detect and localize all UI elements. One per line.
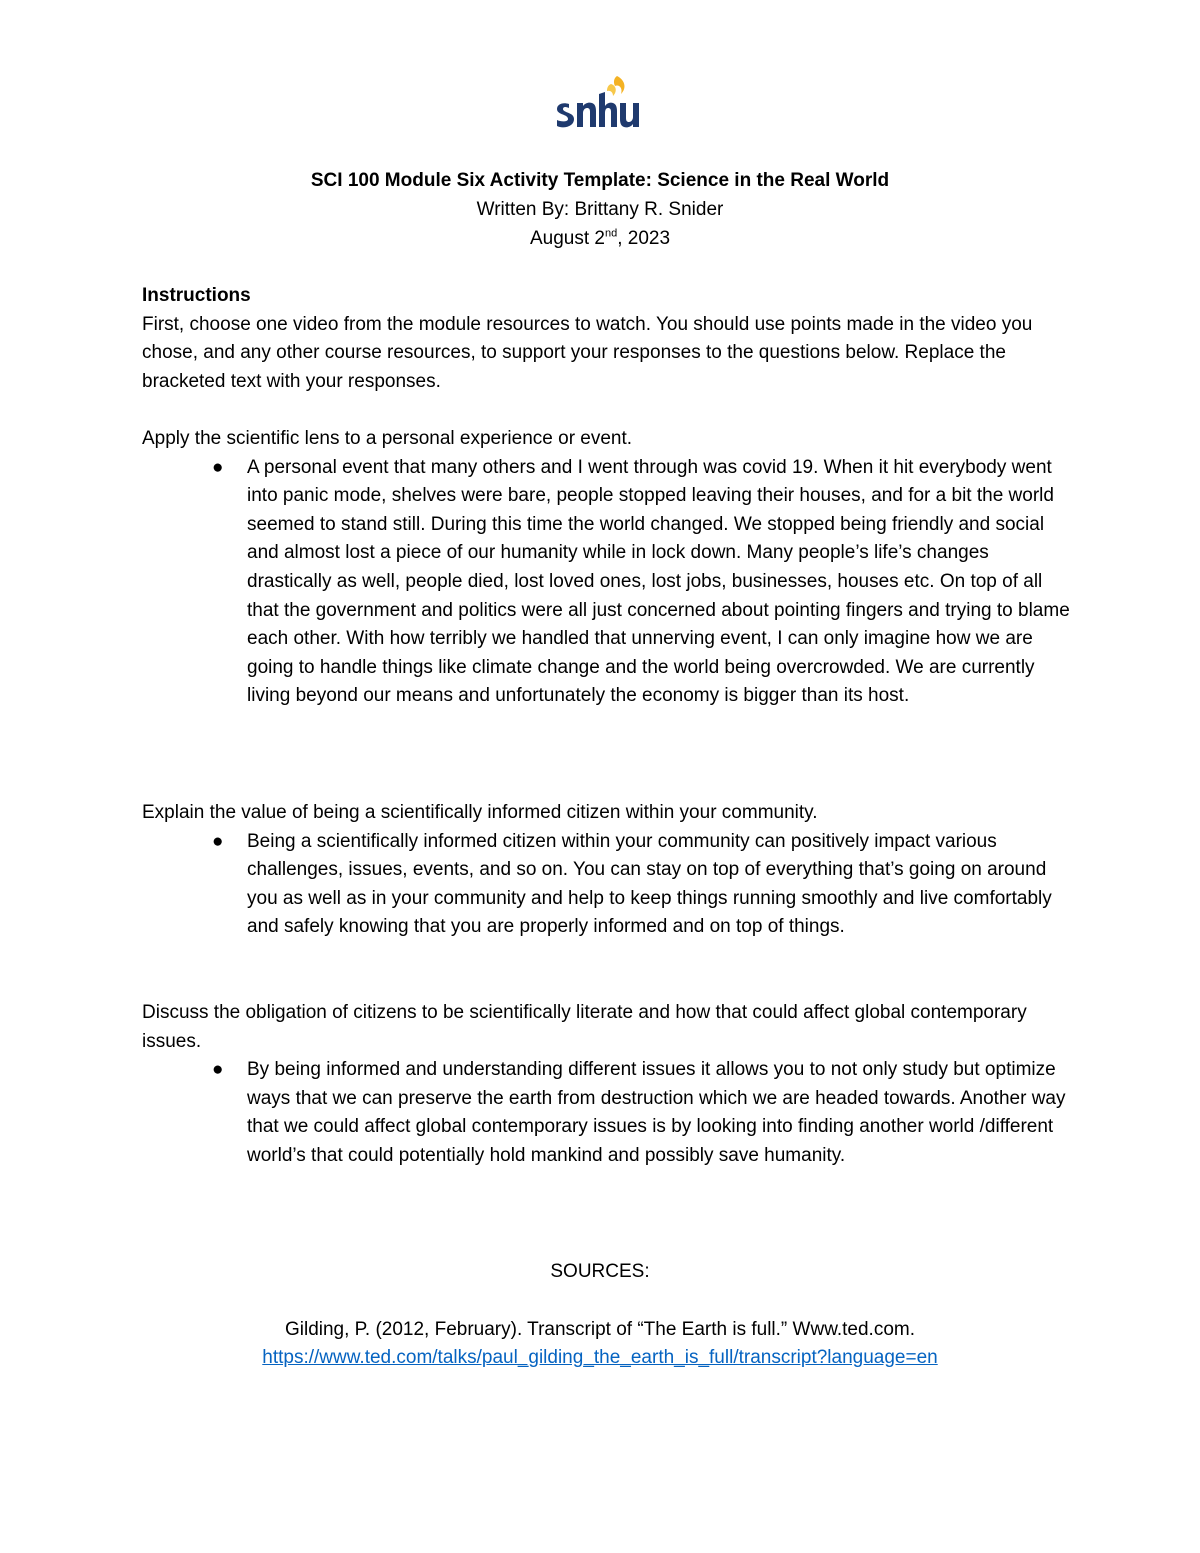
snhu-logo-image xyxy=(555,74,641,134)
date-superscript: nd xyxy=(604,227,618,240)
bullet-icon: ● xyxy=(212,456,224,478)
answer-list xyxy=(142,1056,1072,1170)
answer-text: A personal event that many others and I went through was covid 19. When it hit everybody went into panic mode, shelves were bare, people stopped leaving their houses, and for a bit the world seemed to stand still. During this time the world changed. We stopped being friendly and social and almost lost a piece of our humanity while in lock down. Many people’s life’s changes drastically as well, people died, lost loved ones, lost jobs, businesses, houses etc. On top of all that the government and politics were all just concerned about pointing fingers and trying to blame each other. With how terribly we handled that unnerving event, I can only imagine how we are going to handle things like climate change and the world being overcrowded. We are currently living beyond our means and unfortunately the economy is bigger than its host. xyxy=(247,456,1070,707)
section-prompt: Discuss the obligation of citizens to be scientifically literate and how that could affect global contemporary issues. xyxy=(142,1002,1027,1052)
citation-text: Gilding, P. (2012, February). Transcript of “The Earth is full.” Www.ted.com. xyxy=(284,1319,916,1340)
sources-heading: SOURCES: xyxy=(550,1261,650,1282)
document-title: SCI 100 Module Six Activity Template: Science in the Real World xyxy=(310,170,890,191)
document-header xyxy=(0,166,1200,253)
citation-block xyxy=(0,1316,1200,1372)
section-obligation xyxy=(142,999,1072,1171)
answer-text: By being informed and understanding different issues it allows you to not only study but optimize ways that we can preserve the earth from destruction which we are headed towards. Another way that we could affect global contemporary issues is by looking into finding another world /different world’s that could potentially hold mankind and possibly save humanity. xyxy=(247,1059,1066,1166)
answer-item xyxy=(142,828,1072,942)
instructions-heading: Instructions xyxy=(142,285,251,306)
section-prompt: Explain the value of being a scientifically informed citizen within your community. xyxy=(142,802,818,823)
author-line: Written By: Brittany R. Snider xyxy=(476,199,724,220)
snhu-logo xyxy=(555,74,641,134)
answer-text: Being a scientifically informed citizen within your community can positively impact various challenges, issues, events, and so on. You can stay on top of everything that’s going on around you as well as in your community and help to keep things running smoothly and live comfortably and safely knowing that you are properly informed and on top of things. xyxy=(247,830,1052,938)
answer-list xyxy=(142,828,1072,942)
bullet-icon: ● xyxy=(212,1059,224,1081)
date-year: , 2023 xyxy=(617,228,671,249)
answer-item xyxy=(142,1056,1072,1170)
section-prompt: Apply the scientific lens to a personal experience or event. xyxy=(142,428,633,449)
date-line xyxy=(0,224,1200,253)
answer-item xyxy=(142,454,1072,711)
instructions-section xyxy=(142,282,1072,396)
section-informed-citizen xyxy=(142,799,1072,942)
bullet-icon: ● xyxy=(212,830,224,852)
instructions-text: First, choose one video from the module resources to watch. You should use points made in the video you chose, and any other course resources, to support your responses to the questions below. Replace the bracketed text with your responses. xyxy=(142,313,1033,392)
date-text: August 2 xyxy=(529,228,605,249)
section-personal-experience xyxy=(142,425,1072,711)
answer-list xyxy=(142,454,1072,711)
citation-link[interactable]: https://www.ted.com/talks/paul_gilding_the_earth_is_full/transcript?language=en xyxy=(262,1347,938,1368)
